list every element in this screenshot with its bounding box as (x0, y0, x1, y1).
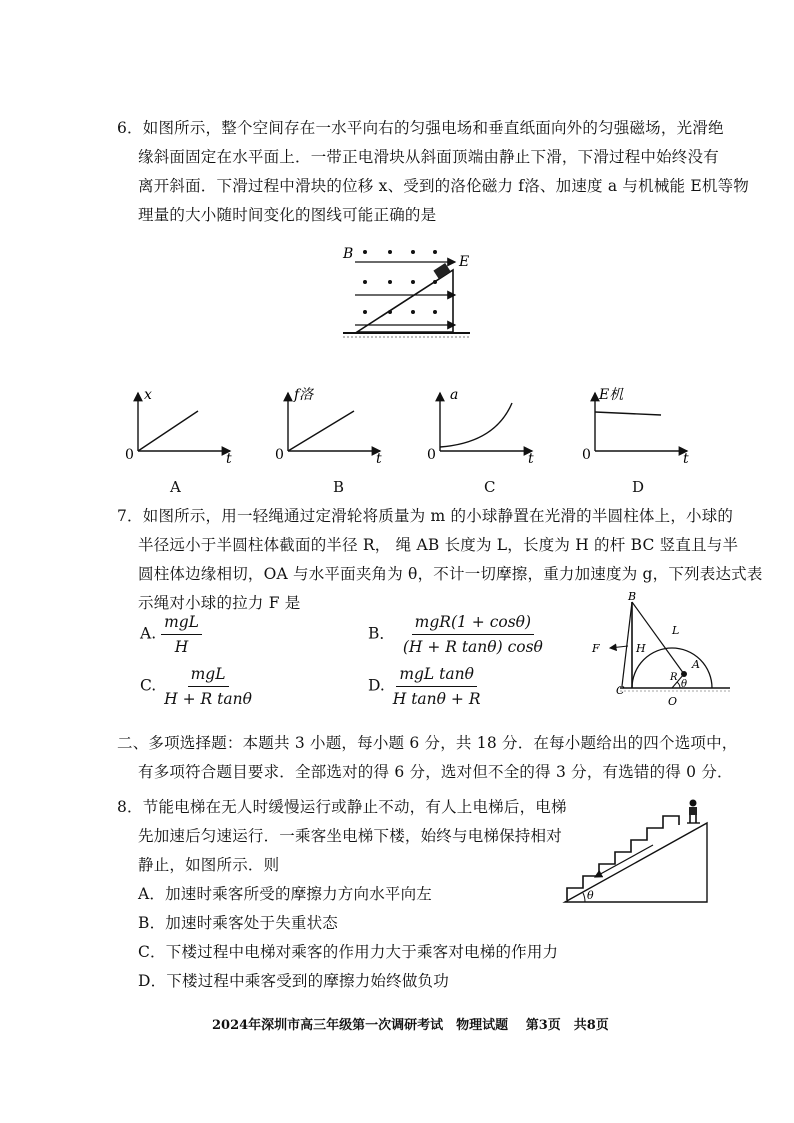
q7-pulley-figure (580, 588, 740, 713)
q7-option-b-num: mgR(1 + cosθ) (412, 612, 534, 635)
q6-fig-label-e: E (459, 254, 470, 270)
q7-fig-b: B (628, 590, 637, 603)
q7-option-d-label: D. (368, 676, 385, 695)
graph-b-ylabel: f洛 (294, 387, 314, 403)
q7-option-d[interactable] (368, 664, 484, 709)
q7-option-c-label: C. (140, 676, 157, 695)
q7-line-4: 示绳对小球的拉力 F 是 (138, 594, 301, 612)
q6-line-1: 6．如图所示，整个空间存在一水平向右的匀强电场和垂直纸面向外的匀强磁场，光滑绝 (117, 119, 724, 137)
q7-fig-l: L (672, 624, 680, 637)
graph-a-ylabel: x (144, 387, 152, 403)
graph-b-origin: 0 (275, 447, 284, 463)
q6-graph-d (575, 385, 705, 465)
q6-line-4: 理量的大小随时间变化的图线可能正确的是 (138, 206, 437, 224)
q7-option-d-fraction (390, 664, 484, 709)
q7-option-c-den: H + R tanθ (164, 690, 252, 708)
q7-fig-h: H (636, 642, 646, 655)
q6-option-a-label: A (170, 478, 181, 496)
graph-c-ylabel: a (450, 387, 459, 403)
q7-option-c-fraction (161, 664, 255, 709)
q7-option-a-num: mgL (161, 612, 202, 635)
q8-option-d[interactable]: D．下楼过程中乘客受到的摩擦力始终做负功 (138, 972, 449, 990)
q6-line-2: 缘斜面固定在水平面上．一带正电滑块从斜面顶端由静止下滑，下滑过程中始终没有 (138, 148, 719, 166)
q7-option-a-den: H (174, 638, 189, 656)
q8-option-b[interactable]: B．加速时乘客处于失重状态 (138, 914, 338, 932)
q7-fig-theta: θ (681, 679, 688, 690)
q7-option-b[interactable] (368, 612, 546, 657)
q7-option-b-label: B． (368, 624, 395, 643)
q7-option-c[interactable] (140, 664, 255, 709)
graph-a-origin: 0 (125, 447, 134, 463)
q7-option-a[interactable] (140, 612, 202, 657)
q7-option-d-num: mgL tanθ (396, 664, 477, 687)
q7-line-2: 半径远小于半圆柱体截面的半径 R， 绳 AB 长度为 L，长度为 H 的杆 BC 竖直且与半 (138, 536, 739, 554)
graph-b-xlabel: t (376, 451, 382, 465)
graph-d-origin: 0 (582, 447, 591, 463)
section2-line-1: 二、多项选择题：本题共 3 小题，每小题 6 分，共 18 分．在每小题给出的四个选项中， (117, 734, 738, 752)
q6-option-c-label: C (484, 478, 496, 496)
q7-option-c-num: mgL (188, 664, 229, 687)
q6-option-b-label: B (333, 478, 345, 496)
q7-fig-c: C (616, 684, 625, 697)
graph-a-xlabel: t (226, 451, 232, 465)
q6-fig-label-b: B (343, 246, 354, 262)
q6-line-3: 离开斜面．下滑过程中滑块的位移 x、受到的洛伦磁力 f洛、加速度 a 与机械能 E机等物 (138, 177, 749, 195)
q8-line-2: 先加速后匀速运行．一乘客坐电梯下楼，始终与电梯保持相对 (138, 827, 562, 845)
q8-line-3: 静止，如图所示．则 (138, 856, 280, 874)
q7-option-b-fraction (400, 612, 546, 657)
q7-fig-r: R (670, 672, 678, 683)
q8-line-1: 8．节能电梯在无人时缓慢运行或静止不动，有人上电梯后，电梯 (117, 798, 567, 816)
q7-fig-a: A (692, 658, 700, 671)
q6-field-figure (335, 240, 475, 345)
page-footer: 2024年深圳市高三年级第一次调研考试 物理试题 第3页 共8页 (212, 1018, 609, 1033)
q7-fig-o: O (668, 695, 678, 708)
q6-graph-b (268, 385, 398, 465)
graph-c-origin: 0 (427, 447, 436, 463)
q8-fig-theta: θ (587, 889, 594, 902)
passenger-figure (687, 800, 700, 824)
q7-line-3: 圆柱体边缘相切，OA 与水平面夹角为 θ，不计一切摩擦，重力加速度为 g，下列表达式表 (138, 565, 763, 583)
q7-option-a-label: A. (140, 624, 157, 643)
graph-d-ylabel: E机 (599, 387, 624, 403)
section2-line-2: 有多项符合题目要求．全部选对的得 6 分，选对但不全的得 3 分，有选错的得 0 分． (138, 763, 733, 781)
q7-line-1: 7．如图所示，用一轻绳通过定滑轮将质量为 m 的小球静置在光滑的半圆柱体上，小球的 (117, 507, 734, 525)
graph-d-xlabel: t (683, 451, 689, 465)
q8-option-c[interactable]: C．下楼过程中电梯对乘客的作用力大于乘客对电梯的作用力 (138, 943, 559, 961)
q7-option-a-fraction (161, 612, 202, 657)
q8-escalator-figure (555, 795, 715, 910)
q7-option-d-den: H tanθ + R (392, 690, 481, 708)
graph-c-xlabel: t (528, 451, 534, 465)
q7-option-b-den: (H + R tanθ) cosθ (402, 638, 543, 656)
q6-option-d-label: D (632, 478, 645, 496)
q6-graph-c (420, 385, 550, 465)
q7-fig-f: F (592, 642, 600, 655)
q6-graph-a (118, 385, 248, 465)
q8-option-a[interactable]: A．加速时乘客所受的摩擦力方向水平向左 (138, 885, 432, 903)
